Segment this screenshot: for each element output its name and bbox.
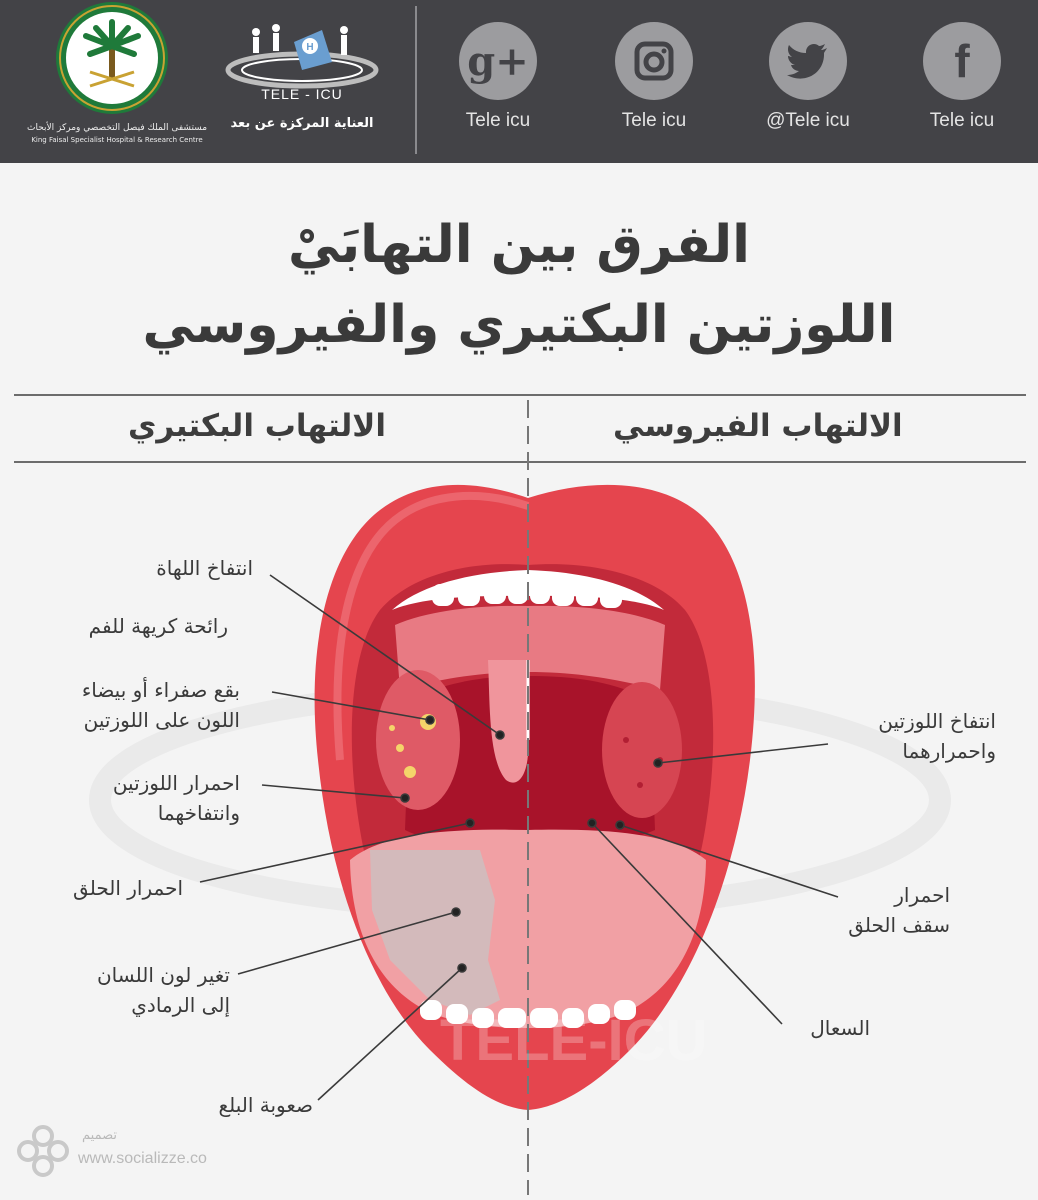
label-tonsil-spots: بقع صفراء أو بيضاء اللون على اللوزتين <box>81 678 240 732</box>
label-tongue-color: تغير لون اللسان إلى الرمادي <box>96 963 230 1017</box>
svg-text:H: H <box>306 42 314 53</box>
label-cough: السعال <box>810 1016 870 1040</box>
label-tonsil-redness: احمرار اللوزتين وانتفاخهما <box>112 771 240 825</box>
google-plus-handle: Tele icu <box>465 110 531 131</box>
label-bad-breath: رائحة كريهة للفم <box>88 614 228 638</box>
facebook-icon[interactable]: f <box>923 22 1001 100</box>
label-throat-redness: احمرار الحلق <box>73 876 183 900</box>
hospital-name-ar: مستشفى الملك فيصل التخصصي ومركز الأبحاث <box>26 123 208 133</box>
label-tonsil-swelling-viral: انتفاخ اللوزتين واحمرارهما <box>878 709 996 763</box>
label-swallow-difficulty: صعوبة البلع <box>218 1093 313 1117</box>
instagram-handle: Tele icu <box>621 110 687 131</box>
watermark-site: www.socializze.co <box>78 1150 207 1167</box>
tele-icu-caption: العناية المركزة عن بعد <box>230 116 374 131</box>
facebook-handle: Tele icu <box>929 110 995 131</box>
page-title-line2: اللوزتين البكتيري والفيروسي <box>142 295 896 355</box>
tele-icu-logo-text: TELE - ICU <box>261 86 343 102</box>
label-uvula-swelling: انتفاخ اللهاة <box>156 556 253 580</box>
watermark-design-label: تصميم <box>82 1128 117 1143</box>
column-heading-bacterial: الالتهاب البكتيري <box>128 408 387 444</box>
column-heading-viral: الالتهاب الفيروسي <box>613 408 903 444</box>
label-palate-redness: احمرار سقف الحلق <box>848 883 950 937</box>
svg-text:TELE-ICU: TELE-ICU <box>440 1008 708 1073</box>
hospital-name-en: King Faisal Specialist Hospital & Research Centre <box>31 136 203 144</box>
google-plus-icon[interactable]: g+ <box>459 22 537 100</box>
socializze-logo-icon <box>14 1122 72 1180</box>
page-title-line1: الفرق بين التهابَيْ <box>288 215 750 275</box>
twitter-handle: @Tele icu <box>766 110 850 131</box>
